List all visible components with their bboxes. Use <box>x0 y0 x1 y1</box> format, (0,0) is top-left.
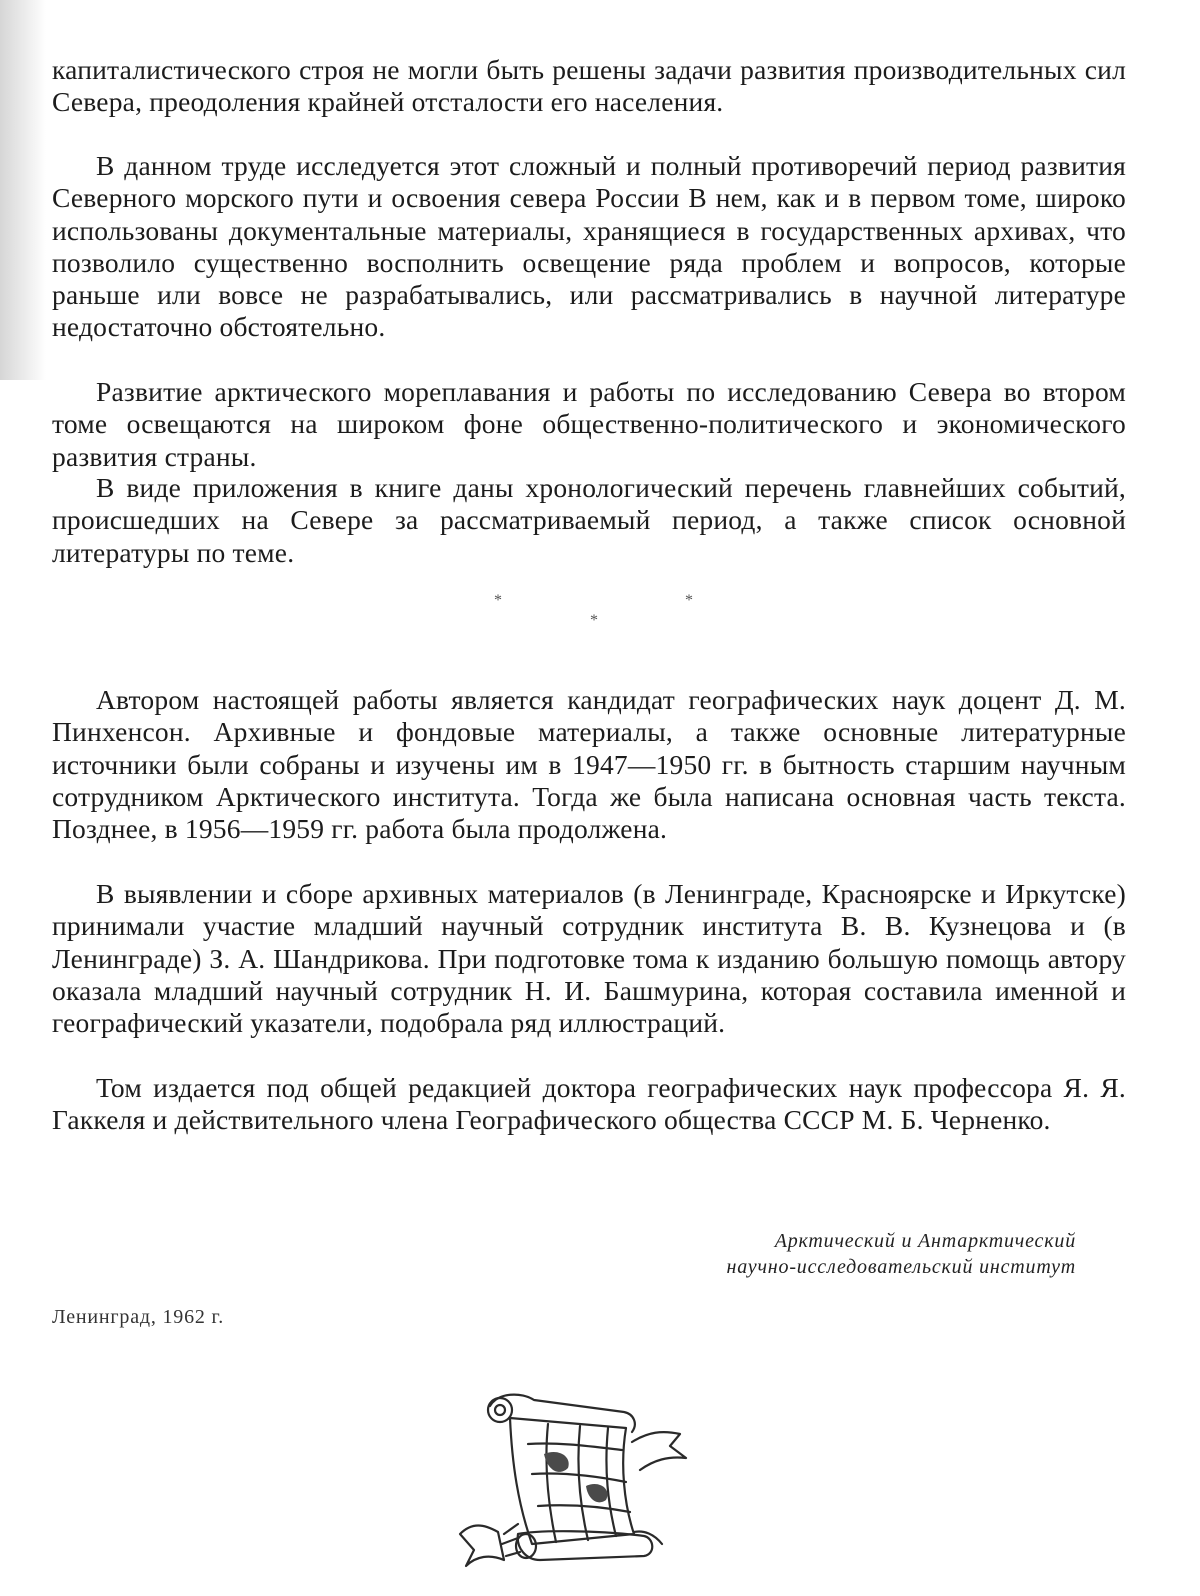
signature-line-2: научно-исследовательский институт <box>727 1254 1076 1280</box>
paragraph-research-description: В данном труде исследуется этот сложный и полный противоречий период развития Северного морского пути и освоения севера России В нем, как и в первом томе, широко использованы документальные материалы, хранящиеся в государственных архивах, что позволило существенно восполнить освещение ряда проблем и вопросов, которые раньше или вовсе не разрабатывались, или рассматривались в научной литературе недостаточно обстоятельно. <box>52 150 1126 344</box>
paragraph-continuation: капиталистического строя не могли быть решены задачи развития производительных сил Севера, преодоления крайней отсталости его населения. <box>52 54 1126 119</box>
section-separator <box>480 592 720 632</box>
place-and-date: Ленинград, 1962 г. <box>52 1306 224 1329</box>
paragraph-acknowledgements: В выявлении и сборе архивных материалов (в Ленинграде, Красноярске и Иркутске) принимали участие младший научный сотрудник института В. В. Кузнецова и (в Ленинграде) З. А. Шандрикова. При подготовке тома к изданию большую помощь автору оказала младший научный сотрудник Н. И. Башмурина, которая составила именной и географический указатели, подобрала ряд иллюстраций. <box>52 878 1126 1039</box>
separator-star: * <box>590 612 598 630</box>
page-binding-shadow <box>0 0 46 380</box>
paragraph-appendix: В виде приложения в книге даны хронологический перечень главнейших событий, происшедших на Севере за рассматриваемый период, а также список основной литературы по теме. <box>52 472 1126 569</box>
separator-star: * <box>494 592 502 610</box>
paragraph-navigation-development: Развитие арктического мореплавания и работы по исследованию Севера во втором томе освещаются на широком фоне общественно-политического и экономического развития страны. <box>52 376 1126 473</box>
separator-star: * <box>685 592 693 610</box>
paragraph-author: Автором настоящей работы является кандидат географических наук доцент Д. М. Пинхенсон. Архивные и фондовые материалы, а также основные литературные источники были собраны и изучены им в 1947—1950 гг. в бытность старшим научным сотрудником Арктического института. Тогда же была написана основная часть текста. Позднее, в 1956—1959 гг. работа была продолжена. <box>52 684 1126 845</box>
signature-line-1: Арктический и Антарктический <box>727 1228 1076 1254</box>
institute-signature <box>727 1228 1076 1280</box>
paragraph-editors: Том издается под общей редакцией доктора географических наук профессора Я. Я. Гаккеля и действительного члена Географического общества СССР М. Б. Черненко. <box>52 1072 1126 1137</box>
book-page <box>0 0 1200 1596</box>
scroll-map-emblem-icon <box>448 1384 708 1584</box>
